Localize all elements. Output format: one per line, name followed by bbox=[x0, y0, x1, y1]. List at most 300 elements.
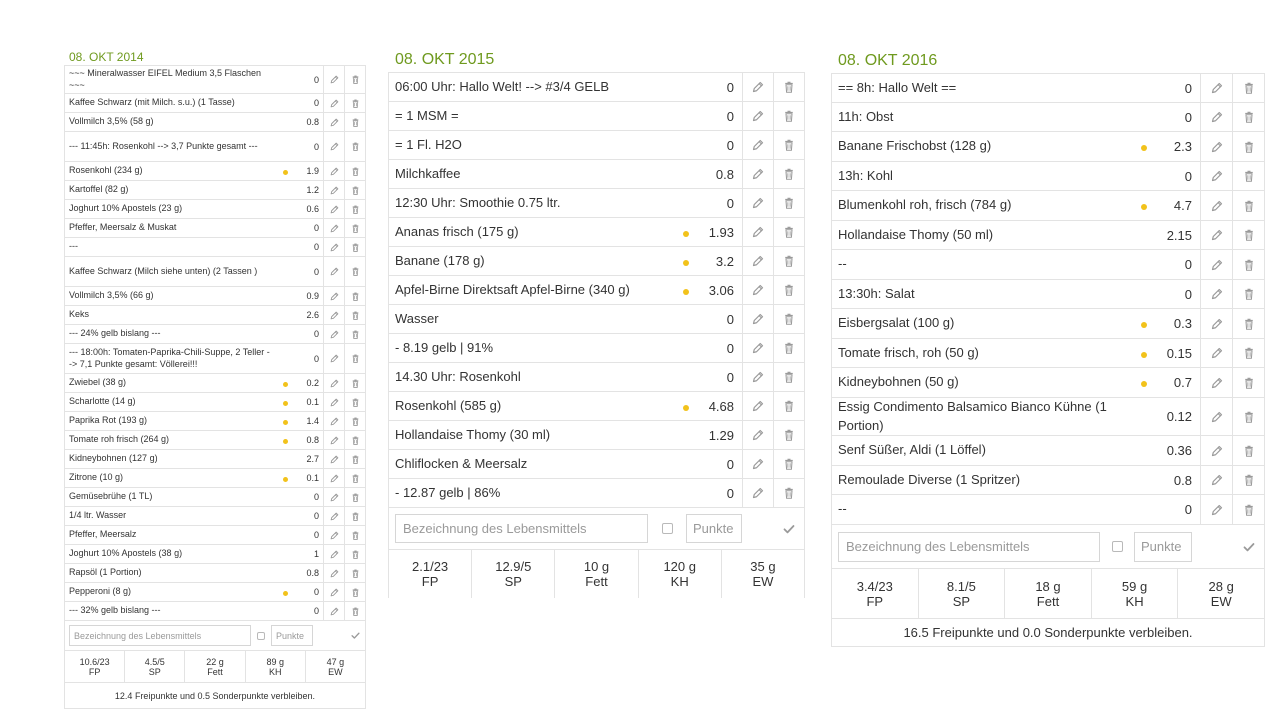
marker-cell bbox=[1126, 368, 1162, 397]
day-panel bbox=[64, 49, 366, 709]
marker-cell bbox=[1126, 280, 1162, 308]
points-value: 3.06 bbox=[708, 282, 734, 298]
points-value: 0 bbox=[726, 311, 734, 327]
pencil-icon[interactable] bbox=[323, 219, 344, 237]
points-value: 1 bbox=[313, 549, 319, 559]
food-entry-name: Zitrone (10 g) bbox=[69, 472, 124, 483]
food-entry-name: == 8h: Hallo Welt == bbox=[838, 79, 957, 95]
trash-icon[interactable] bbox=[344, 545, 365, 563]
pencil-icon[interactable] bbox=[1200, 495, 1232, 524]
pencil-icon[interactable] bbox=[742, 131, 773, 159]
marker-cell bbox=[275, 257, 295, 286]
trash-icon[interactable] bbox=[344, 469, 365, 487]
food-entry-row bbox=[389, 276, 804, 305]
pencil-icon[interactable] bbox=[323, 507, 344, 525]
points-input[interactable] bbox=[271, 625, 313, 646]
trash-icon[interactable] bbox=[1232, 495, 1264, 524]
food-entry-row bbox=[65, 200, 365, 219]
trash-icon[interactable] bbox=[344, 200, 365, 218]
trash-icon[interactable] bbox=[773, 334, 804, 362]
pencil-icon[interactable] bbox=[323, 306, 344, 324]
food-entry-name: Paprika Rot (193 g) bbox=[69, 415, 148, 426]
food-entry-name: Gemüsebrühe (1 TL) bbox=[69, 491, 153, 502]
checkbox-cell bbox=[1100, 541, 1134, 552]
marker-cell bbox=[1126, 398, 1162, 435]
trash-icon[interactable] bbox=[773, 160, 804, 188]
trash-icon[interactable] bbox=[1232, 466, 1264, 494]
summary-cell bbox=[185, 651, 245, 682]
food-entry-name: --- 32% gelb bislang --- bbox=[69, 605, 161, 616]
trash-icon[interactable] bbox=[344, 257, 365, 286]
food-entry-name: Kaffee Schwarz (mit Milch. s.u.) (1 Tasse) bbox=[69, 97, 235, 108]
trash-icon[interactable] bbox=[1232, 132, 1264, 161]
pencil-icon[interactable] bbox=[323, 238, 344, 256]
points-value: 4.68 bbox=[708, 398, 734, 414]
marker-cell bbox=[666, 421, 706, 449]
points-value: 0 bbox=[726, 195, 734, 211]
trash-icon[interactable] bbox=[344, 393, 365, 411]
pencil-icon[interactable] bbox=[1200, 280, 1232, 308]
pencil-icon[interactable] bbox=[323, 325, 344, 343]
food-entry-row bbox=[832, 309, 1264, 339]
pencil-icon[interactable] bbox=[323, 469, 344, 487]
food-entry-list bbox=[388, 72, 805, 508]
trash-icon[interactable] bbox=[773, 305, 804, 333]
yellow-dot-icon bbox=[683, 289, 689, 295]
trash-icon[interactable] bbox=[1232, 162, 1264, 190]
trash-icon[interactable] bbox=[344, 374, 365, 392]
points-value: 0 bbox=[313, 223, 319, 233]
points-value: 2.3 bbox=[1173, 139, 1192, 154]
summary-value: 10 g bbox=[583, 559, 610, 574]
trash-icon[interactable] bbox=[344, 66, 365, 93]
pencil-icon[interactable] bbox=[323, 94, 344, 112]
trash-icon[interactable] bbox=[1232, 368, 1264, 397]
marker-cell bbox=[275, 583, 295, 601]
pencil-icon[interactable] bbox=[323, 545, 344, 563]
food-entry-name: --- 24% gelb bislang --- bbox=[69, 328, 161, 339]
food-entry-name: Hollandaise Thomy (50 ml) bbox=[838, 226, 994, 242]
food-name-input[interactable] bbox=[69, 625, 251, 646]
marker-cell bbox=[275, 219, 295, 237]
points-value: 2.6 bbox=[306, 310, 319, 320]
marker-cell bbox=[666, 102, 706, 130]
yellow-dot-icon bbox=[283, 170, 288, 175]
pencil-icon[interactable] bbox=[323, 113, 344, 131]
summary-value: 2.1/23 bbox=[412, 559, 449, 574]
pencil-icon[interactable] bbox=[742, 218, 773, 246]
add-entry-row bbox=[388, 508, 805, 550]
food-entry-row bbox=[832, 495, 1264, 525]
points-value: 0.7 bbox=[1173, 375, 1192, 390]
food-entry-row bbox=[832, 280, 1264, 309]
food-entry-row bbox=[65, 526, 365, 545]
points-value: 1.4 bbox=[306, 416, 319, 426]
food-entry-row bbox=[65, 393, 365, 412]
trash-icon[interactable] bbox=[773, 218, 804, 246]
points-value: 0 bbox=[313, 242, 319, 252]
food-entry-row bbox=[65, 564, 365, 583]
food-entry-row bbox=[389, 479, 804, 508]
food-entry-name: 11h: Obst bbox=[838, 108, 894, 124]
summary-value: 35 g bbox=[750, 559, 776, 574]
food-entry-name: Pfeffer, Meersalz bbox=[69, 529, 137, 540]
pencil-icon[interactable] bbox=[742, 73, 773, 101]
daily-summary bbox=[388, 550, 805, 598]
points-value: 0.8 bbox=[306, 117, 319, 127]
food-entry-name: Eisbergsalat (100 g) bbox=[838, 315, 955, 331]
food-entry-row bbox=[389, 305, 804, 334]
marker-cell bbox=[275, 181, 295, 199]
food-entry-name: Joghurt 10% Apostels (23 g) bbox=[69, 203, 183, 214]
pencil-icon[interactable] bbox=[742, 450, 773, 478]
food-entry-name: Chliflocken & Meersalz bbox=[395, 455, 528, 471]
pencil-icon[interactable] bbox=[1200, 132, 1232, 161]
food-entry-name: -- bbox=[838, 256, 847, 272]
points-value: 0 bbox=[313, 587, 319, 597]
food-entry-row bbox=[832, 162, 1264, 191]
pencil-icon[interactable] bbox=[323, 602, 344, 620]
marker-cell bbox=[666, 305, 706, 333]
food-entry-name: 1/4 ltr. Wasser bbox=[69, 510, 127, 521]
trash-icon[interactable] bbox=[344, 325, 365, 343]
trash-icon[interactable] bbox=[773, 450, 804, 478]
pencil-icon[interactable] bbox=[1200, 250, 1232, 279]
points-value: 0.8 bbox=[715, 166, 734, 182]
trash-icon[interactable] bbox=[344, 287, 365, 305]
summary-value: 3.4/23 bbox=[856, 578, 893, 594]
marker-cell bbox=[666, 73, 706, 101]
trash-icon[interactable] bbox=[344, 412, 365, 430]
trash-icon[interactable] bbox=[344, 507, 365, 525]
food-entry-name: Hollandaise Thomy (30 ml) bbox=[395, 426, 551, 442]
trash-icon[interactable] bbox=[344, 94, 365, 112]
trash-icon[interactable] bbox=[344, 450, 365, 468]
points-input[interactable] bbox=[686, 514, 742, 543]
food-entry-row bbox=[389, 160, 804, 189]
summary-value: 59 g bbox=[1121, 578, 1148, 594]
marker-cell bbox=[275, 238, 295, 256]
trash-icon[interactable] bbox=[344, 526, 365, 544]
pencil-icon[interactable] bbox=[1200, 339, 1232, 367]
food-entry-row bbox=[389, 102, 804, 131]
food-entry-row bbox=[389, 189, 804, 218]
marker-cell bbox=[275, 66, 295, 93]
trash-icon[interactable] bbox=[773, 479, 804, 507]
trash-icon[interactable] bbox=[344, 602, 365, 620]
food-entry-name: Remoulade Diverse (1 Spritzer) bbox=[838, 471, 1021, 487]
marker-cell bbox=[275, 162, 295, 180]
pencil-icon[interactable] bbox=[323, 393, 344, 411]
remaining-points-text: 16.5 Freipunkte und 0.0 Sonderpunkte verbleiben. bbox=[831, 619, 1265, 647]
marker-cell bbox=[275, 200, 295, 218]
pencil-icon[interactable] bbox=[742, 363, 773, 391]
special-points-checkbox[interactable] bbox=[1112, 541, 1123, 552]
pencil-icon[interactable] bbox=[1200, 309, 1232, 338]
trash-icon[interactable] bbox=[344, 181, 365, 199]
trash-icon[interactable] bbox=[1232, 191, 1264, 220]
pencil-icon[interactable] bbox=[323, 450, 344, 468]
trash-icon[interactable] bbox=[773, 189, 804, 217]
trash-icon[interactable] bbox=[1232, 309, 1264, 338]
pencil-icon[interactable] bbox=[323, 488, 344, 506]
food-entry-name: Kidneybohnen (127 g) bbox=[69, 453, 158, 464]
pencil-icon[interactable] bbox=[1200, 103, 1232, 131]
trash-icon[interactable] bbox=[344, 219, 365, 237]
food-entry-row bbox=[65, 181, 365, 200]
pencil-icon[interactable] bbox=[742, 276, 773, 304]
pencil-icon[interactable] bbox=[323, 66, 344, 93]
points-value: 0.12 bbox=[1166, 409, 1192, 424]
trash-icon[interactable] bbox=[773, 131, 804, 159]
trash-icon[interactable] bbox=[344, 564, 365, 582]
pencil-icon[interactable] bbox=[742, 421, 773, 449]
points-value: 0.3 bbox=[1173, 316, 1192, 331]
food-entry-row bbox=[65, 238, 365, 257]
trash-icon[interactable] bbox=[773, 102, 804, 130]
trash-icon[interactable] bbox=[344, 431, 365, 449]
food-entry-row bbox=[65, 450, 365, 469]
food-entry-row bbox=[65, 287, 365, 306]
points-value: 0.8 bbox=[1173, 472, 1192, 488]
points-value: 1.93 bbox=[708, 224, 734, 240]
food-entry-name: Kaffee Schwarz (Milch siehe unten) (2 Tassen ) bbox=[69, 265, 258, 276]
food-entry-name: 06:00 Uhr: Hallo Welt! --> #3/4 GELB bbox=[395, 78, 609, 94]
summary-label: FP bbox=[421, 574, 439, 589]
food-entry-name: -- bbox=[838, 501, 847, 517]
summary-value: 4.5/5 bbox=[144, 656, 165, 667]
food-entry-row bbox=[832, 250, 1264, 280]
pencil-icon[interactable] bbox=[1200, 162, 1232, 190]
trash-icon[interactable] bbox=[344, 583, 365, 601]
yellow-dot-icon bbox=[283, 420, 288, 425]
food-entry-name: 12:30 Uhr: Smoothie 0.75 ltr. bbox=[395, 194, 561, 210]
pencil-icon[interactable] bbox=[742, 334, 773, 362]
trash-icon[interactable] bbox=[773, 276, 804, 304]
pencil-icon[interactable] bbox=[1200, 74, 1232, 102]
marker-cell bbox=[666, 160, 706, 188]
food-entry-row bbox=[832, 398, 1264, 436]
yellow-dot-icon bbox=[283, 401, 288, 406]
pencil-icon[interactable] bbox=[742, 160, 773, 188]
food-entry-row bbox=[65, 162, 365, 181]
special-points-checkbox[interactable] bbox=[662, 523, 673, 534]
pencil-icon[interactable] bbox=[323, 431, 344, 449]
summary-value: 120 g bbox=[663, 559, 696, 574]
points-input[interactable] bbox=[1134, 532, 1192, 562]
summary-label: SP bbox=[504, 574, 522, 589]
summary-cell bbox=[639, 550, 722, 598]
summary-value: 10.6/23 bbox=[79, 656, 110, 667]
food-entry-row bbox=[65, 431, 365, 450]
food-entry-name: - 8.19 gelb | 91% bbox=[395, 339, 494, 355]
food-entry-row bbox=[389, 421, 804, 450]
food-entry-row bbox=[832, 132, 1264, 162]
food-entry-name: Milchkaffee bbox=[395, 165, 461, 181]
summary-value: 28 g bbox=[1208, 578, 1234, 594]
pencil-icon[interactable] bbox=[1200, 436, 1232, 465]
trash-icon[interactable] bbox=[344, 344, 365, 373]
marker-cell bbox=[1126, 221, 1162, 249]
trash-icon[interactable] bbox=[1232, 280, 1264, 308]
pencil-icon[interactable] bbox=[742, 392, 773, 420]
food-name-input[interactable] bbox=[838, 532, 1100, 562]
trash-icon[interactable] bbox=[344, 113, 365, 131]
special-points-checkbox[interactable] bbox=[257, 632, 265, 640]
marker-cell bbox=[275, 469, 295, 487]
food-entry-row bbox=[65, 132, 365, 162]
summary-label: KH bbox=[670, 574, 689, 589]
food-entry-name: Rosenkohl (234 g) bbox=[69, 165, 143, 176]
day-panel bbox=[831, 49, 1265, 647]
points-value: 0 bbox=[313, 74, 319, 85]
points-value: 0 bbox=[726, 485, 734, 501]
food-entry-row bbox=[389, 73, 804, 102]
food-entry-name: 14.30 Uhr: Rosenkohl bbox=[395, 368, 521, 384]
food-entry-row bbox=[832, 466, 1264, 495]
food-entry-name: --- 11:45h: Rosenkohl --> 3,7 Punkte gesamt --- bbox=[69, 140, 258, 151]
points-value: 0 bbox=[1184, 502, 1192, 517]
pencil-icon[interactable] bbox=[323, 526, 344, 544]
pencil-icon[interactable] bbox=[742, 479, 773, 507]
food-entry-row bbox=[832, 74, 1264, 103]
checkmark-icon[interactable] bbox=[345, 631, 365, 640]
food-name-input[interactable] bbox=[395, 514, 648, 543]
pencil-icon[interactable] bbox=[1200, 221, 1232, 249]
marker-cell bbox=[275, 393, 295, 411]
pencil-icon[interactable] bbox=[323, 287, 344, 305]
marker-cell bbox=[275, 412, 295, 430]
checkbox-cell bbox=[251, 632, 271, 640]
checkmark-icon[interactable] bbox=[774, 523, 804, 535]
trash-icon[interactable] bbox=[1232, 436, 1264, 465]
food-entry-row bbox=[65, 344, 365, 374]
food-entry-row bbox=[65, 113, 365, 132]
summary-label: FP bbox=[866, 593, 884, 609]
marker-cell bbox=[275, 344, 295, 373]
summary-value: 89 g bbox=[266, 656, 284, 667]
food-entry-row bbox=[65, 94, 365, 113]
points-value: 0 bbox=[1184, 257, 1192, 272]
checkmark-icon[interactable] bbox=[1233, 541, 1264, 553]
trash-icon[interactable] bbox=[1232, 221, 1264, 249]
pencil-icon[interactable] bbox=[1200, 368, 1232, 397]
marker-cell bbox=[1126, 250, 1162, 279]
food-entry-name: Wasser bbox=[395, 310, 439, 326]
summary-value: 47 g bbox=[326, 656, 345, 667]
summary-label: EW bbox=[1210, 593, 1232, 609]
marker-cell bbox=[275, 94, 295, 112]
pencil-icon[interactable] bbox=[323, 344, 344, 373]
yellow-dot-icon bbox=[283, 477, 288, 482]
food-entry-row bbox=[389, 334, 804, 363]
pencil-icon[interactable] bbox=[1200, 398, 1232, 435]
food-entry-name: ~~~ Mineralwasser EIFEL Medium 3,5 Flaschen ~~~ bbox=[69, 67, 262, 90]
pencil-icon[interactable] bbox=[323, 374, 344, 392]
food-entry-name: = 1 Fl. H2O bbox=[395, 136, 462, 152]
points-value: 0.9 bbox=[306, 291, 319, 301]
trash-icon[interactable] bbox=[344, 238, 365, 256]
trash-icon[interactable] bbox=[773, 73, 804, 101]
trash-icon[interactable] bbox=[773, 247, 804, 275]
points-value: 0 bbox=[1184, 80, 1192, 96]
pencil-icon[interactable] bbox=[323, 162, 344, 180]
pencil-icon[interactable] bbox=[323, 257, 344, 286]
points-value: 0 bbox=[726, 79, 734, 95]
marker-cell bbox=[275, 526, 295, 544]
pencil-icon[interactable] bbox=[1200, 191, 1232, 220]
food-entry-row bbox=[832, 221, 1264, 250]
summary-cell bbox=[722, 550, 804, 598]
pencil-icon[interactable] bbox=[323, 412, 344, 430]
yellow-dot-icon bbox=[1141, 145, 1147, 151]
marker-cell bbox=[666, 334, 706, 362]
pencil-icon[interactable] bbox=[742, 102, 773, 130]
marker-cell bbox=[1126, 132, 1162, 161]
food-entry-name: Pfeffer, Meersalz & Muskat bbox=[69, 222, 177, 233]
food-entry-name: Banane (178 g) bbox=[395, 252, 485, 268]
summary-cell bbox=[1005, 569, 1092, 618]
pencil-icon[interactable] bbox=[1200, 466, 1232, 494]
pencil-icon[interactable] bbox=[323, 200, 344, 218]
yellow-dot-icon bbox=[1141, 204, 1147, 210]
trash-icon[interactable] bbox=[1232, 250, 1264, 279]
trash-icon[interactable] bbox=[344, 488, 365, 506]
marker-cell bbox=[666, 392, 706, 420]
pencil-icon[interactable] bbox=[323, 132, 344, 161]
marker-cell bbox=[1126, 103, 1162, 131]
marker-cell bbox=[666, 218, 706, 246]
points-value: 0.8 bbox=[306, 435, 319, 445]
marker-cell bbox=[666, 131, 706, 159]
pencil-icon[interactable] bbox=[742, 247, 773, 275]
pencil-icon[interactable] bbox=[323, 583, 344, 601]
summary-cell bbox=[389, 550, 472, 598]
trash-icon[interactable] bbox=[344, 306, 365, 324]
summary-value: 8.1/5 bbox=[946, 578, 976, 594]
summary-cell bbox=[125, 651, 185, 682]
pencil-icon[interactable] bbox=[323, 181, 344, 199]
trash-icon[interactable] bbox=[344, 132, 365, 161]
marker-cell bbox=[666, 363, 706, 391]
food-entry-row bbox=[389, 218, 804, 247]
food-entry-name: Keks bbox=[69, 309, 90, 320]
points-value: 0 bbox=[726, 108, 734, 124]
points-value: 0 bbox=[313, 141, 319, 152]
trash-icon[interactable] bbox=[773, 392, 804, 420]
trash-icon[interactable] bbox=[773, 421, 804, 449]
food-entry-row bbox=[65, 507, 365, 526]
trash-icon[interactable] bbox=[1232, 398, 1264, 435]
trash-icon[interactable] bbox=[1232, 339, 1264, 367]
summary-value: 22 g bbox=[206, 656, 224, 667]
pencil-icon[interactable] bbox=[742, 305, 773, 333]
trash-icon[interactable] bbox=[1232, 103, 1264, 131]
trash-icon[interactable] bbox=[344, 162, 365, 180]
marker-cell bbox=[275, 450, 295, 468]
yellow-dot-icon bbox=[283, 591, 288, 596]
points-value: 1.2 bbox=[306, 185, 319, 195]
marker-cell bbox=[275, 113, 295, 131]
pencil-icon[interactable] bbox=[742, 189, 773, 217]
trash-icon[interactable] bbox=[773, 363, 804, 391]
points-value: 0 bbox=[726, 340, 734, 356]
pencil-icon[interactable] bbox=[323, 564, 344, 582]
trash-icon[interactable] bbox=[1232, 74, 1264, 102]
food-entry-row bbox=[832, 191, 1264, 221]
points-value: 0 bbox=[726, 456, 734, 472]
food-entry-name: Kidneybohnen (50 g) bbox=[838, 374, 959, 390]
